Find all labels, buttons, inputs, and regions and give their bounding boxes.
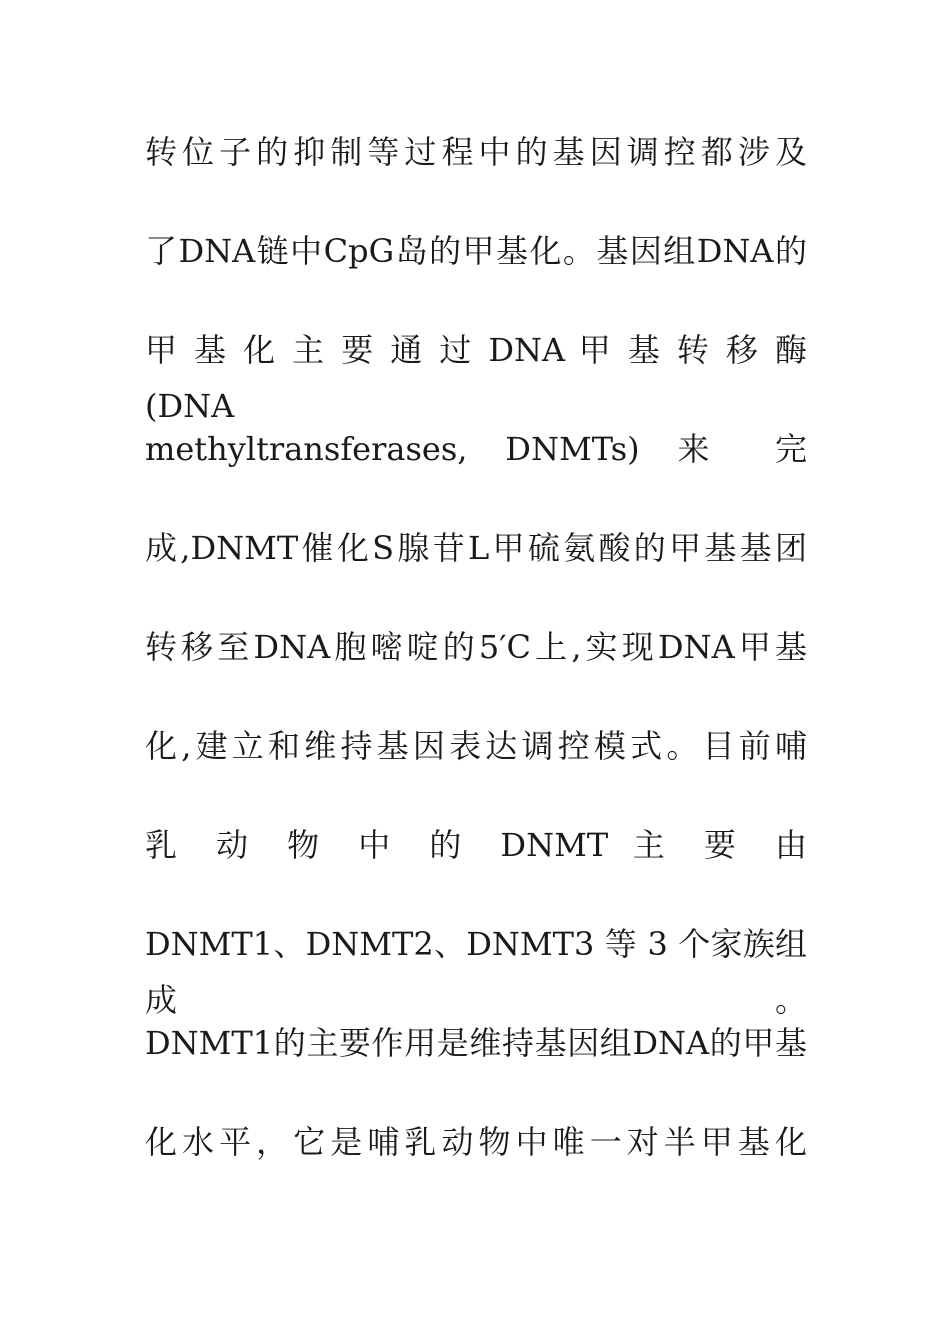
text-line-6: 转移至DNA胞嘧啶的5′C上,实现DNA甲基 (145, 628, 807, 666)
text-line-7: 化,建立和维持基因表达调控模式。目前哺 (145, 727, 807, 765)
text-line-5: 成,DNMT催化S腺苷L甲硫氨酸的甲基基团 (145, 529, 807, 567)
text-line-10: DNMT1的主要作用是维持基因组DNA的甲基 (145, 1024, 807, 1062)
text-line-8: 乳 动 物 中 的 DNMT 主 要 由 (145, 826, 807, 864)
text-line-4: methyltransferases, DNMTs) 来 完 (145, 430, 807, 468)
text-line-2: 了DNA链中CpG岛的甲基化。基因组DNA的 (145, 232, 807, 270)
text-line-3: 甲 基 化 主 要 通 过 DNA 甲 基 转 移 酶 (DNA (145, 331, 807, 425)
text-line-9: DNMT1、DNMT2、DNMT3 等 3 个家族组成。 (145, 925, 807, 1019)
text-line-1: 转位子的抑制等过程中的基因调控都涉及 (145, 133, 807, 171)
body-text (145, 124, 807, 1213)
text-line-11: 化水平，它是哺乳动物中唯一对半甲基化 (145, 1123, 807, 1161)
